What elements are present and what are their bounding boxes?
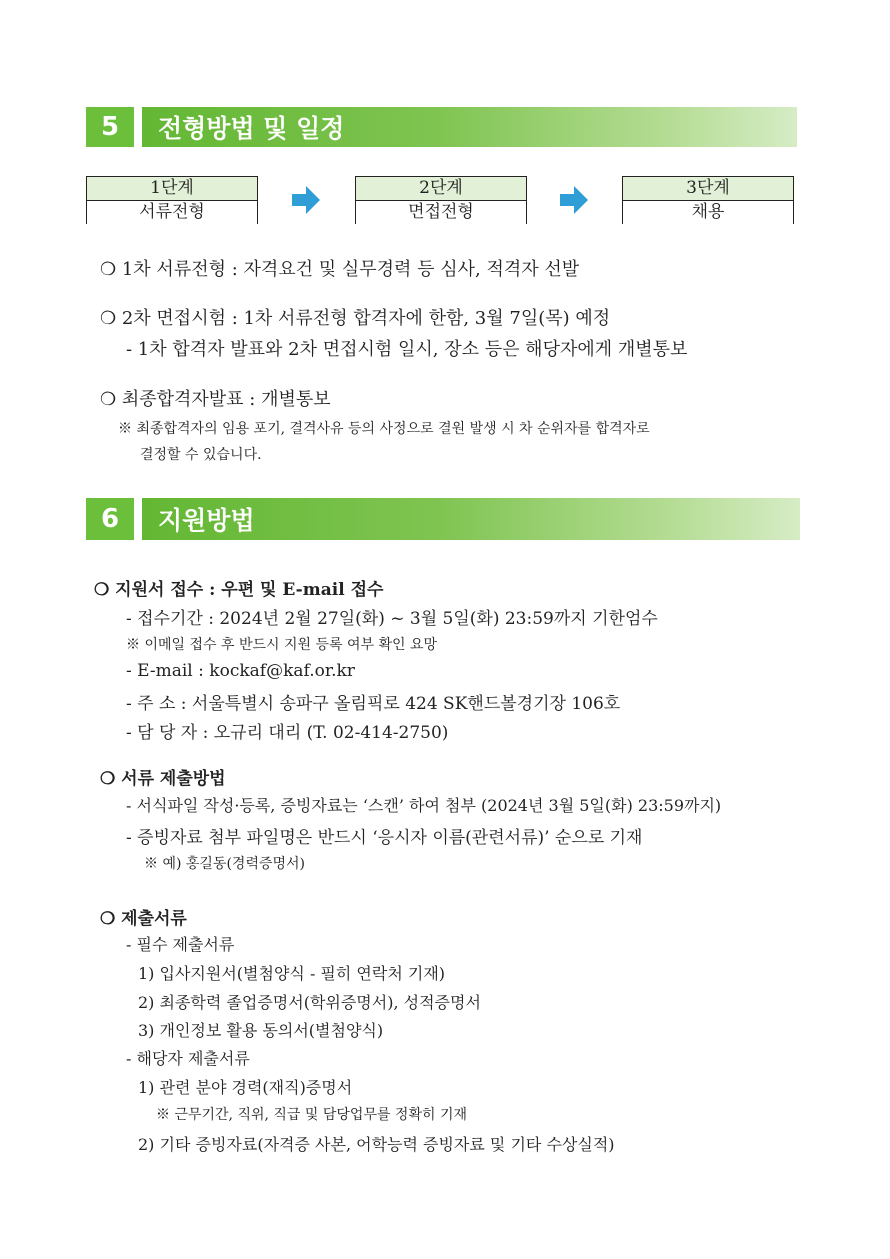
step-1-stage: 1단계 — [87, 177, 257, 201]
final-note-line-2: 결정할 수 있습니다. — [140, 447, 262, 463]
applicable-doc-1: 1) 관련 분야 경력(재직)증명서 — [138, 1078, 353, 1097]
contact-person-line: - 담 당 자 : 오규리 대리 (T. 02-414-2750) — [126, 723, 449, 743]
file-name-rule-line: - 증빙자료 첨부 파일명은 반드시 ‘응시자 이름(관련서류)’ 순으로 기재 — [126, 828, 643, 848]
application-receipt-heading: ❍ 지원서 접수 : 우편 및 E-mail 접수 — [94, 580, 384, 600]
step-2-box — [355, 176, 527, 224]
step-2-stage: 2단계 — [356, 177, 526, 201]
career-cert-note: ※ 근무기간, 직위, 직급 및 담당업무를 정확히 기재 — [156, 1107, 468, 1123]
step-2-name: 면접전형 — [356, 201, 526, 224]
interview-line: ❍ 2차 면접시험 : 1차 서류전형 합격자에 한함, 3월 7일(목) 예정 — [100, 308, 611, 329]
email-line: - E-mail : kockaf@kaf.or.kr — [126, 661, 355, 681]
required-docs-heading: ❍ 제출서류 — [100, 909, 187, 929]
step-1-box — [86, 176, 258, 224]
section-6-title: 지원방법 — [142, 498, 800, 540]
interview-notice-line: - 1차 합격자 발표와 2차 면접시험 일시, 장소 등은 해당자에게 개별통보 — [126, 339, 688, 360]
mandatory-doc-2: 2) 최종학력 졸업증명서(학위증명서), 성적증명서 — [138, 993, 481, 1012]
applicable-doc-2: 2) 기타 증빙자료(자격증 사본, 어학능력 증빙자료 및 기타 수상실적) — [138, 1135, 615, 1154]
section-5-title: 전형방법 및 일정 — [142, 107, 797, 147]
arrow-right-icon — [292, 185, 322, 215]
email-confirm-note: ※ 이메일 접수 후 반드시 지원 등록 여부 확인 요망 — [126, 637, 438, 653]
step-3-stage: 3단계 — [623, 177, 793, 201]
final-note-line: ※ 최종합격자의 임용 포기, 결격사유 등의 사정으로 결원 발생 시 차 순위자를 합격자로 — [118, 421, 650, 437]
arrow-right-icon — [560, 185, 590, 215]
mandatory-docs-label: - 필수 제출서류 — [126, 935, 235, 954]
step-1-name: 서류전형 — [87, 201, 257, 224]
mandatory-doc-1: 1) 입사지원서(별첨양식 - 필히 연락처 기재) — [138, 964, 446, 983]
submission-method-heading: ❍ 서류 제출방법 — [100, 769, 226, 789]
applicable-docs-label: - 해당자 제출서류 — [126, 1049, 250, 1068]
screening-line: ❍ 1차 서류전형 : 자격요건 및 실무경력 등 심사, 적격자 선발 — [100, 259, 580, 280]
scan-attach-line: - 서식파일 작성·등록, 증빙자료는 ‘스캔’ 하여 첨부 (2024년 3월 5일(화) 23:59까지) — [126, 796, 722, 815]
section-6-number: 6 — [86, 498, 134, 540]
receipt-period-line: - 접수기간 : 2024년 2월 27일(화) ~ 3월 5일(화) 23:59까지 기한엄수 — [126, 609, 658, 629]
address-line: - 주 소 : 서울특별시 송파구 올림픽로 424 SK핸드볼경기장 106호 — [126, 694, 621, 714]
step-3-name: 채용 — [623, 201, 793, 224]
section-5-number: 5 — [86, 107, 134, 147]
mandatory-doc-3: 3) 개인정보 활용 동의서(별첨양식) — [138, 1021, 384, 1040]
step-3-box — [622, 176, 794, 224]
file-name-example-note: ※ 예) 홍길동(경력증명서) — [144, 856, 306, 872]
final-announcement-line: ❍ 최종합격자발표 : 개별통보 — [100, 389, 331, 410]
